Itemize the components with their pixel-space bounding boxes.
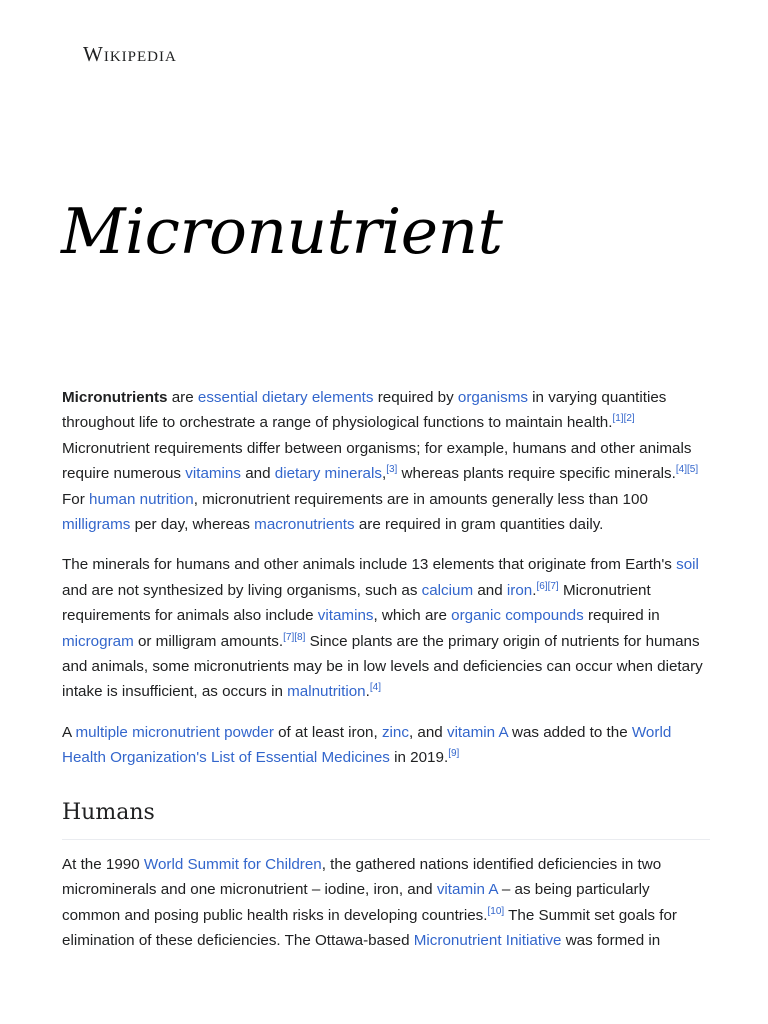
citation-9[interactable]: [9] <box>448 748 460 760</box>
link-world-summit-for-children[interactable]: World Summit for Children <box>143 855 322 873</box>
citation-7-8[interactable]: [7][8] <box>283 631 306 643</box>
link-organic-compounds[interactable]: organic compounds <box>451 607 584 625</box>
link-soil[interactable]: soil <box>676 556 699 574</box>
link-vitamin-a-2[interactable]: vitamin A <box>436 881 498 899</box>
section-heading-humans: Humans <box>62 797 710 840</box>
link-iron[interactable]: iron <box>506 581 533 599</box>
paragraph-powder: A multiple micronutrient powder of at least iron, zinc, and vitamin A was added to the World Health Organization's List of Essential Medicines in 2019.[9] <box>62 723 672 767</box>
citation-1-2[interactable]: [1][2] <box>612 413 635 425</box>
link-milligrams[interactable]: milligrams <box>62 516 131 534</box>
link-malnutrition[interactable]: malnutrition <box>287 683 366 701</box>
link-macronutrients[interactable]: macronutrients <box>254 516 355 534</box>
bold-term: Micronutrients <box>62 389 168 406</box>
page-title: Micronutrient <box>61 195 503 268</box>
link-micronutrient-initiative[interactable]: Micronutrient Initiative <box>413 931 562 949</box>
citation-6-7[interactable]: [6][7] <box>536 580 559 592</box>
link-vitamin-a[interactable]: vitamin A <box>446 723 508 741</box>
paragraph-humans: At the 1990 World Summit for Children, the gathered nations identified deficiencies in two microminerals and one micronutrient – iodine, iron, and vitamin A – as being particularly common and posing public health risks in developing countries.[10] The Summit set goals for elimination of these deficiencies. The Ottawa-based Micronutrient Initiative was formed in <box>62 855 677 949</box>
citation-10[interactable]: [10] <box>487 905 505 917</box>
link-who-essential-medicines[interactable]: World Health Organization's List of Essential Medicines <box>62 723 672 767</box>
link-calcium[interactable]: calcium <box>421 581 474 599</box>
link-microgram[interactable]: microgram <box>62 632 134 650</box>
link-organisms[interactable]: organisms <box>457 389 528 406</box>
article-body <box>62 385 710 968</box>
link-dietary-minerals[interactable]: dietary minerals <box>274 465 382 483</box>
link-zinc[interactable]: zinc <box>381 723 409 741</box>
wikipedia-wordmark[interactable]: Wikipedia <box>83 42 177 66</box>
citation-4-5[interactable]: [4][5] <box>675 464 699 476</box>
link-human-nutrition[interactable]: human nutrition <box>89 490 194 508</box>
link-vitamins[interactable]: vitamins <box>185 465 241 483</box>
paragraph-intro: Micronutrients are essential dietary elements required by organisms in varying quantities throughout life to orchestrate a range of physiological functions to maintain health.[1][2] Micronutrient requirements differ between organisms; for example, humans and other animals require numerous vitamins and dietary minerals,[3] whereas plants require specific minerals.[4][5] For human nutrition, micronutrient requirements are in amounts generally less than 100 milligrams per day, whereas macronutrients are required in gram quantities daily. <box>62 389 699 534</box>
link-vitamins-2[interactable]: vitamins <box>317 607 374 625</box>
paragraph-minerals: The minerals for humans and other animals include 13 elements that originate from Earth's soil and are not synthesized by living organisms, such as calcium and iron.[6][7] Micronutrient requirements for animals also include vitamins, which are organic compounds required in microgram or milligram amounts.[7][8] Since plants are the primary origin of nutrients for humans and animals, some micronutrients may be in low levels and deficiencies can occur when dietary intake is insufficient, as occurs in malnutrition.[4] <box>62 556 703 701</box>
link-multiple-micronutrient-powder[interactable]: multiple micronutrient powder <box>75 723 274 741</box>
link-essential-dietary-elements[interactable]: essential dietary elements <box>197 389 374 406</box>
citation-4[interactable]: [4] <box>369 682 381 694</box>
citation-3[interactable]: [3] <box>386 464 398 476</box>
